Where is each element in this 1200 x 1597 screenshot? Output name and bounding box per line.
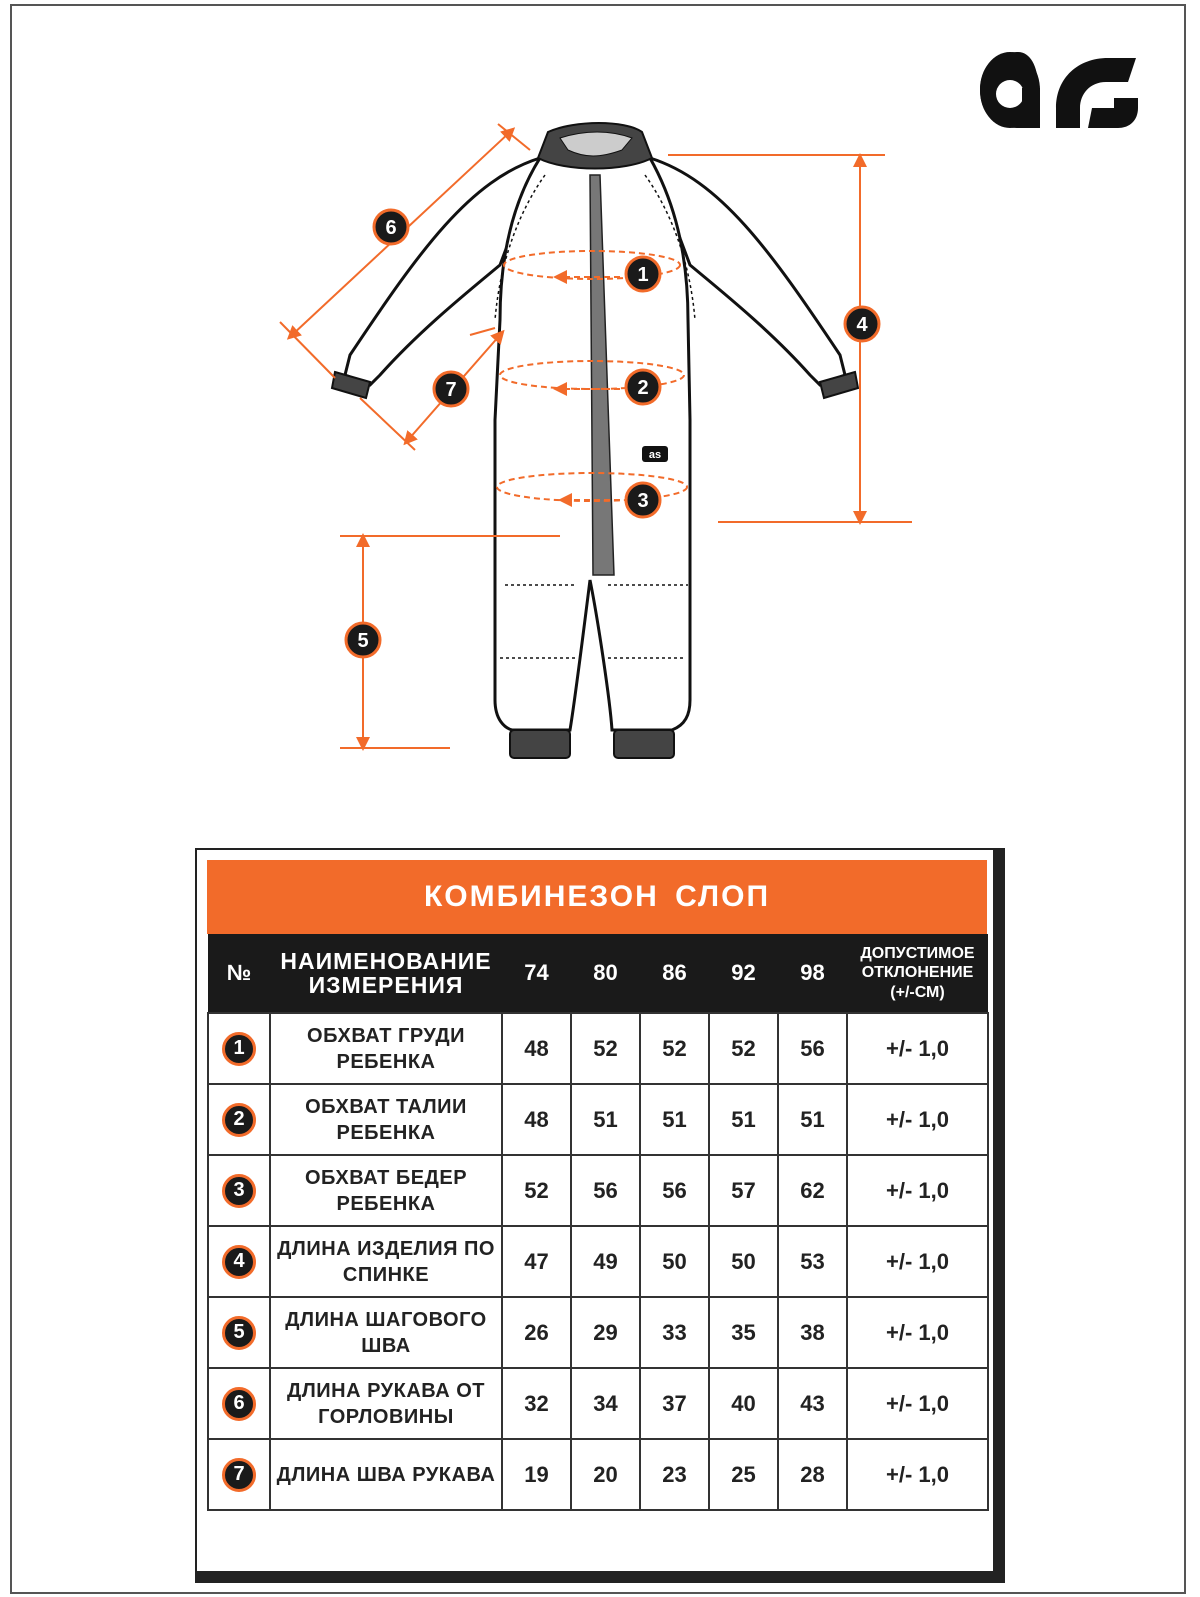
name-line2: РЕБЕНКА bbox=[336, 1121, 436, 1144]
svg-text:3: 3 bbox=[637, 490, 649, 512]
value-cell: 28 bbox=[778, 1439, 847, 1510]
value-cell: 48 bbox=[502, 1084, 571, 1155]
tolerance-cell: +/- 1,0 bbox=[847, 1439, 988, 1510]
name-line1: ДЛИНА ШВА РУКАВА bbox=[276, 1463, 496, 1486]
table-row bbox=[208, 1226, 988, 1297]
name-line2: СПИНКЕ bbox=[342, 1263, 430, 1286]
header-name-line2: ИЗМЕРЕНИЯ bbox=[308, 972, 464, 998]
name-line2: ГОРЛОВИНЫ bbox=[318, 1405, 454, 1428]
table-title: КОМБИНЕЗОН СЛОП bbox=[207, 860, 987, 934]
table-row bbox=[208, 1368, 988, 1439]
row-number-badge: 7 bbox=[222, 1458, 256, 1492]
value-cell: 52 bbox=[571, 1013, 640, 1084]
header-row bbox=[208, 934, 988, 1013]
name-line2: РЕБЕНКА bbox=[336, 1050, 436, 1073]
value-cell: 48 bbox=[502, 1013, 571, 1084]
measurement-name bbox=[270, 1013, 502, 1084]
header-size-92: 92 bbox=[709, 934, 778, 1013]
row-number-badge: 4 bbox=[222, 1245, 256, 1279]
name-line1: ОБХВАТ ТАЛИИ bbox=[305, 1095, 467, 1118]
value-cell: 23 bbox=[640, 1439, 709, 1510]
table-row bbox=[208, 1297, 988, 1368]
name-line1: ДЛИНА ШАГОВОГО bbox=[285, 1308, 487, 1331]
marker-4 bbox=[845, 307, 879, 341]
header-name-line1: НАИМЕНОВАНИЕ bbox=[280, 947, 492, 974]
header-tol-line3: (+/-СМ) bbox=[890, 983, 945, 1001]
size-table-inner bbox=[195, 848, 995, 1573]
value-cell: 51 bbox=[778, 1084, 847, 1155]
header-number: № bbox=[208, 934, 270, 1013]
value-cell: 49 bbox=[571, 1226, 640, 1297]
value-cell: 51 bbox=[571, 1084, 640, 1155]
marker-6 bbox=[374, 210, 408, 244]
collar bbox=[538, 123, 652, 169]
tolerance-cell: +/- 1,0 bbox=[847, 1226, 988, 1297]
measurement-name bbox=[270, 1297, 502, 1368]
value-cell: 47 bbox=[502, 1226, 571, 1297]
value-cell: 52 bbox=[709, 1013, 778, 1084]
row-number-cell bbox=[208, 1226, 270, 1297]
value-cell: 33 bbox=[640, 1297, 709, 1368]
name-line1: ДЛИНА ИЗДЕЛИЯ ПО bbox=[277, 1237, 495, 1260]
row-number-cell bbox=[208, 1368, 270, 1439]
name-line1: ОБХВАТ БЕДЕР bbox=[304, 1166, 468, 1189]
measurement-name bbox=[270, 1368, 502, 1439]
header-size-80: 80 bbox=[571, 934, 640, 1013]
table-row bbox=[208, 1155, 988, 1226]
header-tolerance bbox=[847, 934, 988, 1013]
name-line1: ДЛИНА РУКАВА ОТ bbox=[287, 1379, 485, 1402]
value-cell: 56 bbox=[778, 1013, 847, 1084]
marker-1 bbox=[626, 257, 660, 291]
value-cell: 52 bbox=[640, 1013, 709, 1084]
value-cell: 51 bbox=[640, 1084, 709, 1155]
svg-text:4: 4 bbox=[856, 314, 868, 336]
table-row bbox=[208, 1013, 988, 1084]
name-line2: ШВА bbox=[361, 1334, 411, 1357]
tolerance-cell: +/- 1,0 bbox=[847, 1084, 988, 1155]
row-number-badge: 6 bbox=[222, 1387, 256, 1421]
svg-text:as: as bbox=[648, 449, 662, 461]
value-cell: 32 bbox=[502, 1368, 571, 1439]
value-cell: 53 bbox=[778, 1226, 847, 1297]
value-cell: 37 bbox=[640, 1368, 709, 1439]
value-cell: 20 bbox=[571, 1439, 640, 1510]
value-cell: 38 bbox=[778, 1297, 847, 1368]
value-cell: 56 bbox=[571, 1155, 640, 1226]
value-cell: 57 bbox=[709, 1155, 778, 1226]
tolerance-cell: +/- 1,0 bbox=[847, 1013, 988, 1084]
value-cell: 25 bbox=[709, 1439, 778, 1510]
row-number-badge: 2 bbox=[222, 1103, 256, 1137]
value-cell: 51 bbox=[709, 1084, 778, 1155]
size-table bbox=[207, 934, 989, 1511]
table-row bbox=[208, 1439, 988, 1510]
measurement-name bbox=[270, 1226, 502, 1297]
name-line2: РЕБЕНКА bbox=[336, 1192, 436, 1215]
chest-logo bbox=[642, 446, 668, 462]
header-tol-line1: ДОПУСТИМОЕ bbox=[860, 945, 975, 963]
measurement-name bbox=[270, 1439, 502, 1510]
size-table-card bbox=[195, 848, 1005, 1583]
row-number-cell bbox=[208, 1084, 270, 1155]
tolerance-cell: +/- 1,0 bbox=[847, 1297, 988, 1368]
value-cell: 56 bbox=[640, 1155, 709, 1226]
value-cell: 52 bbox=[502, 1155, 571, 1226]
svg-text:1: 1 bbox=[637, 264, 649, 286]
marker-2 bbox=[626, 370, 660, 404]
value-cell: 26 bbox=[502, 1297, 571, 1368]
row-number-cell bbox=[208, 1439, 270, 1510]
value-cell: 40 bbox=[709, 1368, 778, 1439]
row-number-cell bbox=[208, 1155, 270, 1226]
header-size-86: 86 bbox=[640, 934, 709, 1013]
tolerance-cell: +/- 1,0 bbox=[847, 1368, 988, 1439]
svg-text:2: 2 bbox=[637, 377, 649, 399]
table-row bbox=[208, 1084, 988, 1155]
measurement-name bbox=[270, 1155, 502, 1226]
value-cell: 50 bbox=[709, 1226, 778, 1297]
header-size-74: 74 bbox=[502, 934, 571, 1013]
row-number-cell bbox=[208, 1013, 270, 1084]
row-number-cell bbox=[208, 1297, 270, 1368]
svg-text:7: 7 bbox=[445, 379, 457, 401]
header-size-98: 98 bbox=[778, 934, 847, 1013]
marker-7 bbox=[434, 372, 468, 406]
name-line1: ОБХВАТ ГРУДИ bbox=[307, 1024, 465, 1047]
measurement-name bbox=[270, 1084, 502, 1155]
value-cell: 43 bbox=[778, 1368, 847, 1439]
value-cell: 29 bbox=[571, 1297, 640, 1368]
svg-text:6: 6 bbox=[385, 217, 397, 239]
tolerance-cell: +/- 1,0 bbox=[847, 1155, 988, 1226]
value-cell: 34 bbox=[571, 1368, 640, 1439]
header-tol-line2: ОТКЛОНЕНИЕ bbox=[861, 964, 974, 982]
svg-text:5: 5 bbox=[357, 630, 369, 652]
marker-3 bbox=[626, 483, 660, 517]
header-measurement-name bbox=[270, 934, 502, 1013]
value-cell: 35 bbox=[709, 1297, 778, 1368]
value-cell: 19 bbox=[502, 1439, 571, 1510]
value-cell: 50 bbox=[640, 1226, 709, 1297]
row-number-badge: 5 bbox=[222, 1316, 256, 1350]
marker-5 bbox=[346, 623, 380, 657]
row-number-badge: 3 bbox=[222, 1174, 256, 1208]
row-number-badge: 1 bbox=[222, 1032, 256, 1066]
value-cell: 62 bbox=[778, 1155, 847, 1226]
